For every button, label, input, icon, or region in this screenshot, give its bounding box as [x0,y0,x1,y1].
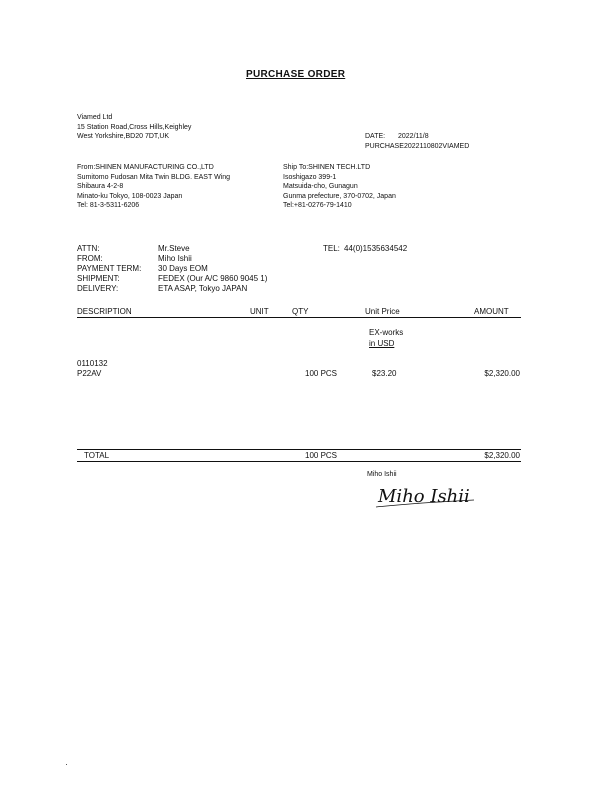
detail-value: 30 Days EOM [158,264,208,273]
date-label: DATE: [365,133,386,140]
from-address [77,163,230,211]
item-amount: $2,320.00 [484,369,520,378]
tel-value: 44(0)1535634542 [344,244,408,253]
from-line: Shibaura 4-2-8 [77,183,124,190]
detail-label: ATTN: [77,244,100,253]
buyer-line: Viamed Ltd [77,114,113,121]
detail-label: DELIVERY: [77,284,119,293]
from-line: Sumitomo Fudosan Mita Twin BLDG. EAST Wing [77,173,231,181]
detail-value: Mr.Steve [158,244,190,253]
total-bottom-divider [77,461,521,462]
from-line: From:SHINEN MANUFACTURING CO.,LTD [77,164,214,171]
header-unit-price: Unit Price [365,307,400,316]
item-unit-price: $23.20 [372,369,397,378]
signature-text: Miho Ishii [378,486,470,507]
item-code: 0110132 [77,359,108,368]
price-basis: EX-works [369,328,404,337]
buyer-address [77,113,191,142]
tel-label: TEL: [323,244,340,253]
detail-label: PAYMENT TERM: [77,264,142,273]
header-unit: UNIT [250,307,269,316]
detail-label: SHIPMENT: [77,274,120,283]
buyer-line: West Yorkshire,BD20 7DT,UK [77,133,170,140]
header-description: DESCRIPTION [77,307,132,316]
po-number: 2022110802VIAMED [404,143,470,150]
detail-value: ETA ASAP, Tokyo JAPAN [158,284,248,293]
scan-dot [66,764,67,765]
detail-label: FROM: [77,254,103,263]
page-title: PURCHASE ORDER [246,69,346,80]
details-values [158,244,267,294]
ship-to-line: Isoshigazo 399-1 [283,173,337,181]
from-line: Minato-ku Tokyo, 108-0023 Japan [77,192,183,200]
date-value: 2022/11/8 [398,133,429,140]
signatory-name: Miho Ishii [367,471,397,478]
from-line: Tel: 81-3-5311-6206 [77,202,140,209]
details-labels [77,244,141,294]
total-qty: 100 PCS [305,451,338,460]
header-qty: QTY [292,307,309,316]
currency-note: in USD [369,339,395,348]
header-divider [77,317,521,318]
ship-to-address [283,163,396,211]
detail-value: Miho Ishii [158,254,192,263]
ship-to-line: Matsuida-cho, Gunagun [283,183,358,190]
item-qty: 100 PCS [305,369,338,378]
ship-to-line: Tel:+81-0276-79-1410 [283,202,352,209]
total-top-divider [77,449,521,450]
header-amount: AMOUNT [474,307,509,316]
ship-to-line: Gunma prefecture, 370-0702, Japan [283,192,396,200]
buyer-line: 15 Station Road,Cross Hills,Keighley [77,123,192,131]
detail-value: FEDEX (Our A/C 9860 9045 1) [158,274,268,283]
po-label: PURCHASE [365,143,404,150]
ship-to-line: Ship To:SHINEN TECH.LTD [283,164,371,171]
item-description: P22AV [77,369,102,378]
total-label: TOTAL [84,451,110,460]
total-amount: $2,320.00 [484,451,520,460]
handwritten-signature [374,478,484,512]
